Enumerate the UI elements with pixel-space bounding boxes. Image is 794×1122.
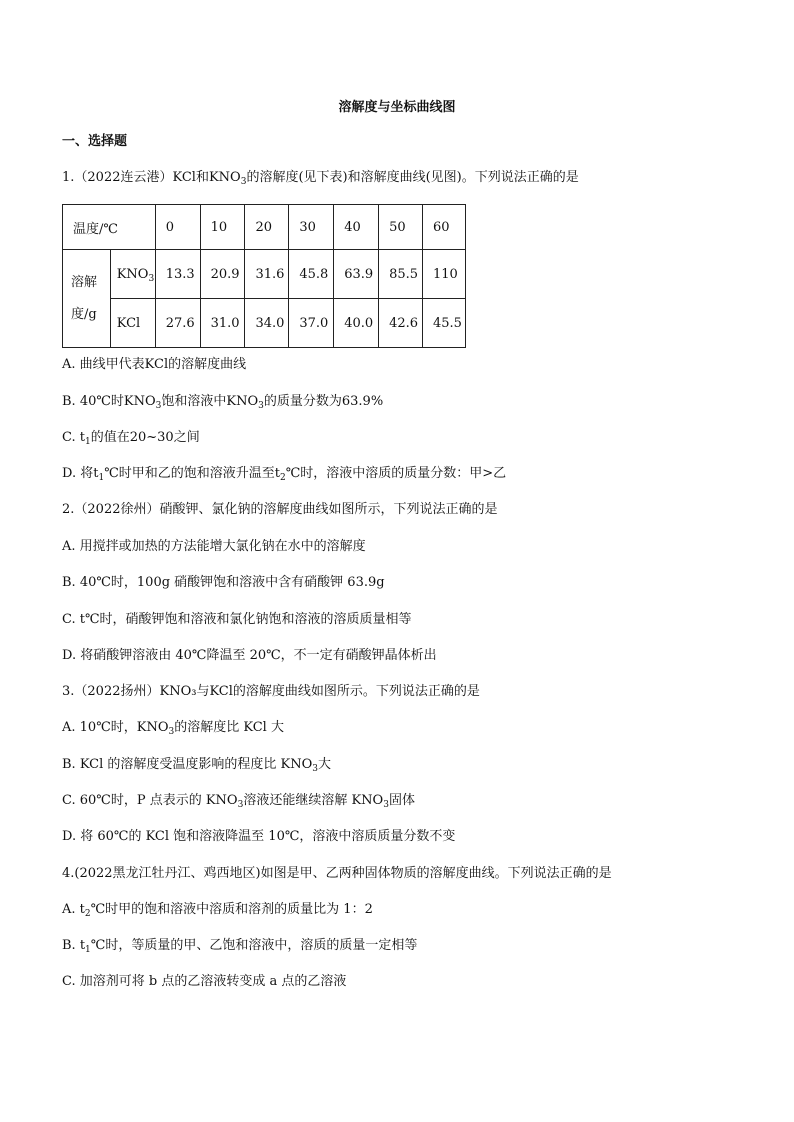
q3-c-sub2: 3 [383,800,389,810]
q1-d-sub1: 1 [98,473,105,483]
temp-cell: 0 [155,205,200,250]
q1-stem-sub: 3 [240,177,247,187]
q4-b-part2: ℃时，等质量的甲、乙饱和溶液中，溶质的质量一定相等 [90,938,418,953]
kcl-value-cell: 31.0 [200,299,245,348]
kcl-value-cell: 40.0 [334,299,379,348]
kno3-value-cell: 20.9 [200,250,245,299]
q3-option-d: D. 将 60℃的 KCl 饱和溶液降温至 10℃，溶液中溶质质量分数不变 [62,829,456,844]
q3-a-part1: A. 10℃时，KNO [62,720,169,735]
temp-label-cell: 温度/℃ [63,205,156,250]
temp-cell: 20 [245,205,289,250]
q2-option-b: B. 40℃时，100g 硝酸钾饱和溶液中含有硝酸钾 63.9g [62,575,385,590]
solubility-label-line1: 溶解 [71,274,98,290]
q4-stem: 4.(2022黑龙江牡丹江、鸡西地区)如图是甲、乙两种固体物质的溶解度曲线。下列说法正确的是 [62,866,612,881]
q4-option-b [62,938,417,954]
q1-stem-part2: 的溶解度(见下表)和溶解度曲线(见图)。下列说法正确的是 [246,170,579,185]
q1-d-part2: ℃时甲和乙的饱和溶液升温至t [104,466,280,481]
q3-b-part1: B. KCl 的溶解度受温度影响的程度比 KNO [62,757,313,772]
temp-cell: 10 [200,205,245,250]
q1-stem-part1: 1.（2022连云港）KCl和KNO [62,170,241,185]
solubility-table [62,204,466,348]
kno3-value-cell: 13.3 [155,250,200,299]
kno3-value-cell: 110 [423,250,466,299]
q1-b-part1: B. 40℃时KNO [62,394,156,409]
q4-option-c: C. 加溶剂可将 b 点的乙溶液转变成 a 点的乙溶液 [62,974,347,989]
kcl-name-cell: KCl [110,299,155,348]
temp-cell: 40 [334,205,379,250]
q4-a-part1: A. t [62,902,85,917]
kno3-value-cell: 85.5 [379,250,423,299]
q3-a-sub1: 3 [168,727,175,737]
kcl-value-cell: 34.0 [245,299,289,348]
q4-a-part2: ℃时甲的饱和溶液中溶质和溶剂的质量比为 1：2 [90,902,373,917]
q1-b-part3: 的质量分数为63.9% [263,394,384,409]
q3-b-sub1: 3 [312,764,319,774]
q2-option-d: D. 将硝酸钾溶液由 40℃降温至 20℃，不一定有硝酸钾晶体析出 [62,648,437,663]
q1-c-sub1: 1 [84,437,91,447]
q3-c-part2: 溶液还能继续溶解 KNO [243,793,384,808]
q1-d-part1: D. 将t [62,466,99,481]
q1-c-part1: C. t [62,430,85,445]
temp-cell: 60 [423,205,466,250]
kcl-value-cell: 42.6 [379,299,423,348]
q1-option-d [62,466,506,482]
q4-option-a [62,902,373,918]
kno3-value-cell: 31.6 [245,250,289,299]
kno3-sub: 3 [148,273,155,284]
q4-a-sub1: 2 [84,909,91,919]
table-row-kno3 [63,250,466,299]
q4-b-sub1: 1 [85,945,91,955]
q3-option-c [62,793,415,809]
kno3-value-cell: 45.8 [289,250,334,299]
solubility-label-line2: 度/g [71,306,97,322]
q3-a-part2: 的溶解度比 KCl 大 [174,720,284,735]
q3-c-part1: C. 60℃时，P 点表示的 KNO [62,793,238,808]
q1-option-b [62,394,383,410]
q3-c-sub1: 3 [237,800,244,810]
q3-c-part3: 固体 [388,793,415,808]
kcl-value-cell: 45.5 [423,299,466,348]
page-title: 溶解度与坐标曲线图 [338,100,456,115]
q3-option-b [62,757,331,773]
table-header-row [63,205,466,250]
q3-stem: 3.（2022扬州）KNO₃与KCl的溶解度曲线如图所示。下列说法正确的是 [62,684,480,699]
q4-b-part1: B. t [62,938,86,953]
kno3-name: KNO [116,266,149,282]
q1-option-a: A. 曲线甲代表KCl的溶解度曲线 [62,357,247,372]
q1-c-part2: 的值在20~30之间 [90,430,200,445]
section-heading: 一、选择题 [62,134,128,149]
q1-option-c [62,430,200,446]
q1-b-sub2: 3 [258,401,264,411]
q1-b-sub1: 3 [155,401,162,411]
q3-b-part2: 大 [318,757,332,772]
q2-stem: 2.（2022徐州）硝酸钾、氯化钠的溶解度曲线如图所示，下列说法正确的是 [62,502,498,517]
q1-d-part3: ℃时，溶液中溶质的质量分数：甲>乙 [285,466,507,481]
q2-option-a: A. 用搅拌或加热的方法能增大氯化钠在水中的溶解度 [62,539,366,554]
solubility-label-cell [63,250,111,348]
q2-option-c: C. t℃时，硝酸钾饱和溶液和氯化钠饱和溶液的溶质质量相等 [62,612,412,627]
q1-b-part2: 饱和溶液中KNO [161,394,259,409]
q1-stem [62,170,579,186]
temp-cell: 30 [289,205,334,250]
kno3-name-cell [110,250,155,299]
kcl-value-cell: 37.0 [289,299,334,348]
table-row-kcl [63,299,466,348]
q1-d-sub2: 2 [279,473,286,483]
q3-option-a [62,720,284,736]
temp-cell: 50 [379,205,423,250]
kcl-value-cell: 27.6 [155,299,200,348]
kno3-value-cell: 63.9 [334,250,379,299]
